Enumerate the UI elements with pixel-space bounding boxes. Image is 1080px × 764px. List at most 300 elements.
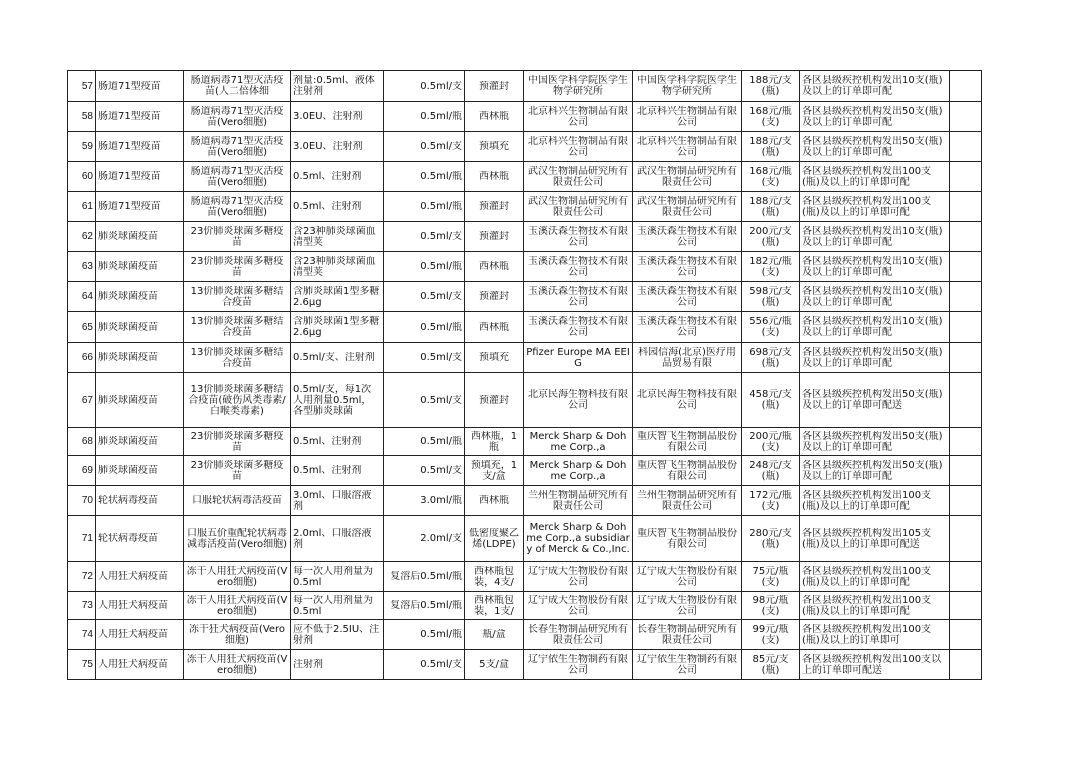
delivery-note-cell xyxy=(800,562,950,592)
packaging-cell-text: 西林瓶包装，4支/ xyxy=(474,565,514,588)
product-name-cell-text: 冻干狂犬病疫苗(Vero细胞) xyxy=(188,623,286,646)
table-row xyxy=(68,252,982,282)
delivery-note-cell xyxy=(800,592,950,620)
unit-cell xyxy=(384,428,465,456)
category-cell xyxy=(96,192,184,222)
manufacturer-cell-text: 北京民海生物科技有限公司 xyxy=(528,389,628,411)
manufacturer-cell xyxy=(524,343,633,373)
distributor-cell-text: 长春生物制品研究所有限责任公司 xyxy=(637,623,737,646)
table-row xyxy=(68,343,982,373)
packaging-cell-text: 西林瓶包装，1支/ xyxy=(474,594,514,617)
delivery-note-cell-text: 各区县级疾控机构发出105支(瓶)及以上的订单即可配送 xyxy=(802,527,932,550)
category-cell-text: 肠道71型疫苗 xyxy=(98,111,161,122)
unit-cell-text: 0.5ml/瓶 xyxy=(420,321,462,333)
row-number-text: 73 xyxy=(81,600,93,611)
unit-cell-text: 0.5ml/支 xyxy=(420,231,462,242)
unit-cell-text: 0.5ml/瓶 xyxy=(420,111,462,122)
distributor-cell xyxy=(633,620,742,650)
manufacturer-cell-text: Merck Sharp & Dohme Corp.,a xyxy=(529,430,627,453)
manufacturer-cell xyxy=(524,650,633,680)
price-cell-text: 182元/瓶(支) xyxy=(749,255,792,278)
packaging-cell xyxy=(465,650,524,680)
manufacturer-cell-text: 长春生物制品研究所有限责任公司 xyxy=(528,623,628,646)
row-number xyxy=(68,162,96,192)
price-cell-text: 556元/瓶(支) xyxy=(749,316,792,338)
empty-cell xyxy=(950,620,982,650)
packaging-cell xyxy=(465,486,524,516)
distributor-cell xyxy=(633,71,742,102)
category-cell-text: 肠道71型疫苗 xyxy=(98,171,161,182)
product-name-cell-text: 冻干人用狂犬病疫苗(Vero细胞) xyxy=(186,653,288,676)
specification-cell xyxy=(291,428,384,456)
vaccine-price-table xyxy=(67,70,982,680)
delivery-note-cell xyxy=(800,252,950,282)
delivery-note-cell xyxy=(800,192,950,222)
empty-cell xyxy=(950,102,982,132)
category-cell-text: 肺炎球菌疫苗 xyxy=(98,465,158,476)
category-cell-text: 肺炎球菌疫苗 xyxy=(98,394,158,406)
delivery-note-cell-text: 各区县级疾控机构发出50支(瓶)及以上的订单即可配 xyxy=(802,459,943,482)
delivery-note-cell xyxy=(800,516,950,562)
distributor-cell-text: 兰州生物制品研究所有限责任公司 xyxy=(637,489,737,512)
packaging-cell xyxy=(465,222,524,252)
delivery-note-cell xyxy=(800,428,950,456)
specification-cell-text: 含肺炎球菌1型多糖2.6μg xyxy=(293,285,380,308)
empty-cell xyxy=(950,343,982,373)
unit-cell-text: 0.5ml/支 xyxy=(420,394,462,406)
distributor-cell-text: 玉溪沃森生物技术有限公司 xyxy=(637,316,737,338)
unit-cell xyxy=(384,71,465,102)
manufacturer-cell xyxy=(524,282,633,312)
price-cell-text: 598元/支(瓶) xyxy=(749,285,792,308)
delivery-note-cell xyxy=(800,282,950,312)
product-name-cell xyxy=(184,102,291,132)
price-cell xyxy=(742,71,800,102)
product-name-cell xyxy=(184,162,291,192)
manufacturer-cell-text: 玉溪沃森生物技术有限公司 xyxy=(528,255,628,278)
delivery-note-cell-text: 各区县级疾控机构发出100支(瓶)及以上的订单即可配 xyxy=(802,594,932,617)
delivery-note-cell xyxy=(800,486,950,516)
manufacturer-cell-text: Merck Sharp & Dohme Corp.,a xyxy=(529,459,627,482)
empty-cell xyxy=(950,71,982,102)
unit-cell xyxy=(384,132,465,162)
row-number xyxy=(68,373,96,428)
table-row xyxy=(68,132,982,162)
empty-cell xyxy=(950,192,982,222)
category-cell-text: 人用狂犬病疫苗 xyxy=(98,571,168,582)
packaging-cell xyxy=(465,282,524,312)
unit-cell-text: 0.5ml/瓶 xyxy=(420,201,462,212)
price-cell xyxy=(742,620,800,650)
category-cell-text: 肠道71型疫苗 xyxy=(98,141,161,152)
product-name-cell xyxy=(184,620,291,650)
packaging-cell-text: 预灌封 xyxy=(479,291,509,302)
specification-cell-text: 0.5ml、注射剂 xyxy=(293,201,362,212)
price-cell xyxy=(742,162,800,192)
price-cell xyxy=(742,282,800,312)
specification-cell xyxy=(291,343,384,373)
manufacturer-cell xyxy=(524,562,633,592)
packaging-cell-text: 5支/盒 xyxy=(479,659,509,670)
specification-cell xyxy=(291,373,384,428)
category-cell xyxy=(96,592,184,620)
table-row xyxy=(68,428,982,456)
empty-cell xyxy=(950,486,982,516)
unit-cell-text: 0.5ml/瓶 xyxy=(420,261,462,272)
distributor-cell xyxy=(633,373,742,428)
table-row xyxy=(68,486,982,516)
row-number xyxy=(68,486,96,516)
delivery-note-cell-text: 各区县级疾控机构发出50支(瓶)及以上的订单即可配送 xyxy=(802,389,943,411)
product-name-cell-text: 肠道病毒71型灭活疫苗(人二倍体细 xyxy=(190,75,284,97)
product-name-cell xyxy=(184,592,291,620)
specification-cell-text: 0.5ml/支，每1次人用剂量0.5ml，各型肺炎球菌 xyxy=(293,383,372,417)
manufacturer-cell-text: 玉溪沃森生物技术有限公司 xyxy=(528,285,628,308)
price-cell xyxy=(742,252,800,282)
empty-cell xyxy=(950,650,982,680)
price-cell-text: 168元/瓶(支) xyxy=(749,165,792,188)
manufacturer-cell xyxy=(524,620,633,650)
category-cell xyxy=(96,650,184,680)
category-cell xyxy=(96,71,184,102)
specification-cell xyxy=(291,222,384,252)
price-cell-text: 248元/支(瓶) xyxy=(749,459,792,482)
packaging-cell-text: 低密度聚乙烯(LDPE) xyxy=(469,527,519,550)
distributor-cell-text: 武汉生物制品研究所有限责任公司 xyxy=(637,165,737,188)
table-row xyxy=(68,456,982,486)
manufacturer-cell xyxy=(524,132,633,162)
product-name-cell xyxy=(184,71,291,102)
packaging-cell-text: 预灌封 xyxy=(479,394,509,406)
empty-cell xyxy=(950,516,982,562)
manufacturer-cell xyxy=(524,102,633,132)
unit-cell xyxy=(384,222,465,252)
packaging-cell-text: 西林瓶 xyxy=(479,261,509,272)
row-number xyxy=(68,312,96,343)
table-row xyxy=(68,373,982,428)
product-name-cell xyxy=(184,486,291,516)
category-cell-text: 轮状病毒疫苗 xyxy=(98,533,158,544)
packaging-cell xyxy=(465,102,524,132)
unit-cell xyxy=(384,486,465,516)
distributor-cell-text: 中国医学科学院医学生物学研究所 xyxy=(637,75,737,97)
manufacturer-cell xyxy=(524,312,633,343)
unit-cell xyxy=(384,516,465,562)
distributor-cell-text: 北京科兴生物制品有限公司 xyxy=(637,135,737,158)
unit-cell xyxy=(384,592,465,620)
unit-cell-text: 3.0ml/瓶 xyxy=(420,495,462,506)
distributor-cell-text: 武汉生物制品研究所有限责任公司 xyxy=(637,195,737,218)
unit-cell-text: 复溶后0.5ml/瓶 xyxy=(390,571,462,582)
delivery-note-cell-text: 各区县级疾控机构发出100支(瓶)及以上的订单即可配 xyxy=(802,165,932,188)
product-name-cell-text: 23价肺炎球菌多糖疫苗 xyxy=(190,225,284,248)
row-number-text: 67 xyxy=(81,394,93,406)
packaging-cell-text: 预填充 xyxy=(479,352,509,363)
packaging-cell-text: 西林瓶 xyxy=(479,111,509,122)
manufacturer-cell xyxy=(524,592,633,620)
category-cell-text: 肺炎球菌疫苗 xyxy=(98,436,158,447)
category-cell-text: 肺炎球菌疫苗 xyxy=(98,352,158,363)
distributor-cell-text: 重庆智飞生物制品股份有限公司 xyxy=(637,430,737,453)
delivery-note-cell-text: 各区县级疾控机构发出10支(瓶)及以上的订单即可配 xyxy=(802,285,943,308)
unit-cell-text: 复溶后0.5ml/瓶 xyxy=(390,600,462,611)
product-name-cell xyxy=(184,343,291,373)
row-number-text: 69 xyxy=(81,465,93,476)
delivery-note-cell-text: 各区县级疾控机构发出50支(瓶)及以上的订单即可配 xyxy=(802,135,943,158)
unit-cell xyxy=(384,456,465,486)
row-number-text: 60 xyxy=(81,171,93,182)
row-number xyxy=(68,456,96,486)
price-cell-text: 200元/支(瓶) xyxy=(749,225,792,248)
manufacturer-cell-text: 辽宁成大生物股份有限公司 xyxy=(528,565,628,588)
product-name-cell-text: 23价肺炎球菌多糖疫苗 xyxy=(190,255,284,278)
manufacturer-cell xyxy=(524,252,633,282)
packaging-cell-text: 西林瓶，1瓶 xyxy=(470,430,518,453)
price-cell xyxy=(742,192,800,222)
manufacturer-cell xyxy=(524,428,633,456)
distributor-cell xyxy=(633,562,742,592)
price-cell xyxy=(742,102,800,132)
unit-cell xyxy=(384,192,465,222)
specification-cell-text: 3.0EU、注射剂 xyxy=(293,141,363,152)
category-cell-text: 肺炎球菌疫苗 xyxy=(98,291,158,302)
unit-cell xyxy=(384,282,465,312)
unit-cell xyxy=(384,650,465,680)
distributor-cell xyxy=(633,162,742,192)
distributor-cell-text: 辽宁依生生物制药有限公司 xyxy=(637,653,737,676)
category-cell-text: 肠道71型疫苗 xyxy=(98,80,161,92)
delivery-note-cell-text: 各区县级疾控机构发出10支(瓶)及以上的订单即可配 xyxy=(802,75,943,97)
manufacturer-cell xyxy=(524,456,633,486)
empty-cell xyxy=(950,456,982,486)
product-name-cell xyxy=(184,516,291,562)
category-cell-text: 人用狂犬病疫苗 xyxy=(98,629,168,640)
distributor-cell xyxy=(633,132,742,162)
empty-cell xyxy=(950,373,982,428)
distributor-cell-text: 玉溪沃森生物技术有限公司 xyxy=(637,255,737,278)
table-row xyxy=(68,516,982,562)
delivery-note-cell xyxy=(800,312,950,343)
row-number-text: 64 xyxy=(81,291,93,302)
row-number xyxy=(68,592,96,620)
packaging-cell xyxy=(465,343,524,373)
manufacturer-cell xyxy=(524,192,633,222)
packaging-cell-text: 预灌封 xyxy=(479,201,509,212)
row-number xyxy=(68,282,96,312)
row-number-text: 63 xyxy=(81,261,93,272)
row-number-text: 71 xyxy=(81,533,93,544)
product-name-cell xyxy=(184,192,291,222)
category-cell-text: 人用狂犬病疫苗 xyxy=(98,659,168,670)
manufacturer-cell xyxy=(524,222,633,252)
row-number xyxy=(68,222,96,252)
row-number xyxy=(68,516,96,562)
specification-cell-text: 0.5ml、注射剂 xyxy=(293,171,362,182)
category-cell xyxy=(96,102,184,132)
price-cell-text: 85元/支(瓶) xyxy=(752,653,789,676)
category-cell-text: 人用狂犬病疫苗 xyxy=(98,600,168,611)
delivery-note-cell-text: 各区县级疾控机构发出10支(瓶)及以上的订单即可配 xyxy=(802,255,943,278)
packaging-cell xyxy=(465,428,524,456)
price-cell xyxy=(742,343,800,373)
price-cell-text: 698元/支(瓶) xyxy=(749,346,792,369)
specification-cell-text: 应不低于2.5IU、注射剂 xyxy=(293,623,380,646)
category-cell xyxy=(96,222,184,252)
price-cell xyxy=(742,132,800,162)
manufacturer-cell-text: 玉溪沃森生物技术有限公司 xyxy=(528,225,628,248)
packaging-cell xyxy=(465,312,524,343)
table-row xyxy=(68,162,982,192)
category-cell xyxy=(96,620,184,650)
delivery-note-cell xyxy=(800,222,950,252)
packaging-cell-text: 瓶/盒 xyxy=(482,629,506,640)
distributor-cell xyxy=(633,192,742,222)
row-number-text: 59 xyxy=(81,141,93,152)
specification-cell xyxy=(291,132,384,162)
row-number xyxy=(68,132,96,162)
product-name-cell-text: 冻干人用狂犬病疫苗(Vero细胞) xyxy=(186,594,288,617)
product-name-cell xyxy=(184,373,291,428)
price-cell xyxy=(742,373,800,428)
price-cell xyxy=(742,428,800,456)
row-number xyxy=(68,428,96,456)
price-cell xyxy=(742,516,800,562)
specification-cell xyxy=(291,312,384,343)
product-name-cell-text: 口服五价重配轮状病毒减毒活疫苗(Vero细胞) xyxy=(186,527,288,550)
distributor-cell-text: 玉溪沃森生物技术有限公司 xyxy=(637,225,737,248)
specification-cell-text: 0.5ml/支、注射剂 xyxy=(293,352,375,363)
product-name-cell-text: 冻干人用狂犬病疫苗(Vero细胞) xyxy=(186,565,288,588)
price-cell xyxy=(742,456,800,486)
row-number xyxy=(68,71,96,102)
row-number-text: 74 xyxy=(81,629,93,640)
distributor-cell xyxy=(633,252,742,282)
unit-cell xyxy=(384,620,465,650)
product-name-cell-text: 肠道病毒71型灭活疫苗(Vero细胞) xyxy=(190,165,284,188)
unit-cell xyxy=(384,312,465,343)
category-cell-text: 轮状病毒疫苗 xyxy=(98,495,158,506)
empty-cell xyxy=(950,252,982,282)
specification-cell xyxy=(291,650,384,680)
price-cell-text: 188元/支(瓶) xyxy=(749,135,792,158)
distributor-cell xyxy=(633,650,742,680)
category-cell xyxy=(96,428,184,456)
distributor-cell-text: 北京民海生物科技有限公司 xyxy=(637,389,737,411)
manufacturer-cell-text: 武汉生物制品研究所有限责任公司 xyxy=(528,165,628,188)
price-cell-text: 200元/瓶(支) xyxy=(749,430,792,453)
category-cell-text: 肺炎球菌疫苗 xyxy=(98,231,158,242)
distributor-cell-text: 重庆智飞生物制品股份有限公司 xyxy=(637,527,737,550)
category-cell-text: 肺炎球菌疫苗 xyxy=(98,321,158,333)
delivery-note-cell-text: 各区县级疾控机构发出10支(瓶)及以上的订单即可配 xyxy=(802,316,943,338)
manufacturer-cell xyxy=(524,373,633,428)
product-name-cell-text: 肠道病毒71型灭活疫苗(Vero细胞) xyxy=(190,195,284,218)
packaging-cell xyxy=(465,592,524,620)
unit-cell-text: 0.5ml/支 xyxy=(420,352,462,363)
row-number-text: 72 xyxy=(81,571,93,582)
specification-cell xyxy=(291,71,384,102)
product-name-cell xyxy=(184,312,291,343)
price-cell-text: 458元/支(瓶) xyxy=(749,389,792,411)
distributor-cell-text: 辽宁成大生物股份有限公司 xyxy=(637,594,737,617)
row-number xyxy=(68,343,96,373)
specification-cell xyxy=(291,516,384,562)
row-number-text: 70 xyxy=(81,495,93,506)
specification-cell xyxy=(291,562,384,592)
category-cell xyxy=(96,252,184,282)
delivery-note-cell-text: 各区县级疾控机构发出10支(瓶)及以上的订单即可配 xyxy=(802,225,943,248)
price-cell xyxy=(742,222,800,252)
delivery-note-cell xyxy=(800,71,950,102)
specification-cell-text: 含23种肺炎球菌血清型荚 xyxy=(293,255,376,278)
category-cell xyxy=(96,312,184,343)
unit-cell xyxy=(384,102,465,132)
category-cell xyxy=(96,132,184,162)
distributor-cell xyxy=(633,312,742,343)
table-row xyxy=(68,102,982,132)
packaging-cell xyxy=(465,562,524,592)
manufacturer-cell-text: 兰州生物制品研究所有限责任公司 xyxy=(528,489,628,512)
distributor-cell xyxy=(633,516,742,562)
row-number-text: 62 xyxy=(81,231,93,242)
table-row xyxy=(68,312,982,343)
table-row xyxy=(68,592,982,620)
manufacturer-cell-text: 中国医学科学院医学生物学研究所 xyxy=(528,75,628,97)
packaging-cell xyxy=(465,373,524,428)
distributor-cell xyxy=(633,428,742,456)
row-number xyxy=(68,650,96,680)
category-cell xyxy=(96,456,184,486)
delivery-note-cell-text: 各区县级疾控机构发出50支(瓶)及以上的订单即可配 xyxy=(802,105,943,128)
product-name-cell-text: 13价肺炎球菌多糖结合疫苗 xyxy=(190,346,284,369)
specification-cell-text: 含肺炎球菌1型多糖2.6μg xyxy=(293,316,380,338)
empty-cell xyxy=(950,282,982,312)
category-cell xyxy=(96,562,184,592)
empty-cell xyxy=(950,222,982,252)
distributor-cell xyxy=(633,282,742,312)
delivery-note-cell xyxy=(800,162,950,192)
specification-cell xyxy=(291,282,384,312)
price-cell-text: 188元/支(瓶) xyxy=(749,195,792,218)
product-name-cell-text: 23价肺炎球菌多糖疫苗 xyxy=(190,459,284,482)
specification-cell xyxy=(291,102,384,132)
empty-cell xyxy=(950,592,982,620)
specification-cell-text: 0.5ml、注射剂 xyxy=(293,465,362,476)
row-number xyxy=(68,252,96,282)
packaging-cell-text: 预填充 xyxy=(479,141,509,152)
manufacturer-cell xyxy=(524,71,633,102)
row-number-text: 65 xyxy=(81,321,93,333)
packaging-cell xyxy=(465,252,524,282)
manufacturer-cell-text: 北京科兴生物制品有限公司 xyxy=(528,105,628,128)
unit-cell xyxy=(384,162,465,192)
manufacturer-cell xyxy=(524,516,633,562)
delivery-note-cell xyxy=(800,620,950,650)
price-cell-text: 98元/瓶(支) xyxy=(752,594,789,617)
packaging-cell-text: 预灌封 xyxy=(479,231,509,242)
empty-cell xyxy=(950,428,982,456)
row-number-text: 75 xyxy=(81,659,93,670)
delivery-note-cell xyxy=(800,373,950,428)
product-name-cell xyxy=(184,428,291,456)
distributor-cell-text: 辽宁成大生物股份有限公司 xyxy=(637,565,737,588)
distributor-cell xyxy=(633,102,742,132)
specification-cell xyxy=(291,620,384,650)
distributor-cell xyxy=(633,343,742,373)
manufacturer-cell-text: 武汉生物制品研究所有限责任公司 xyxy=(528,195,628,218)
delivery-note-cell-text: 各区县级疾控机构发出100支(瓶)及以上的订单即可配 xyxy=(802,195,932,218)
specification-cell xyxy=(291,486,384,516)
